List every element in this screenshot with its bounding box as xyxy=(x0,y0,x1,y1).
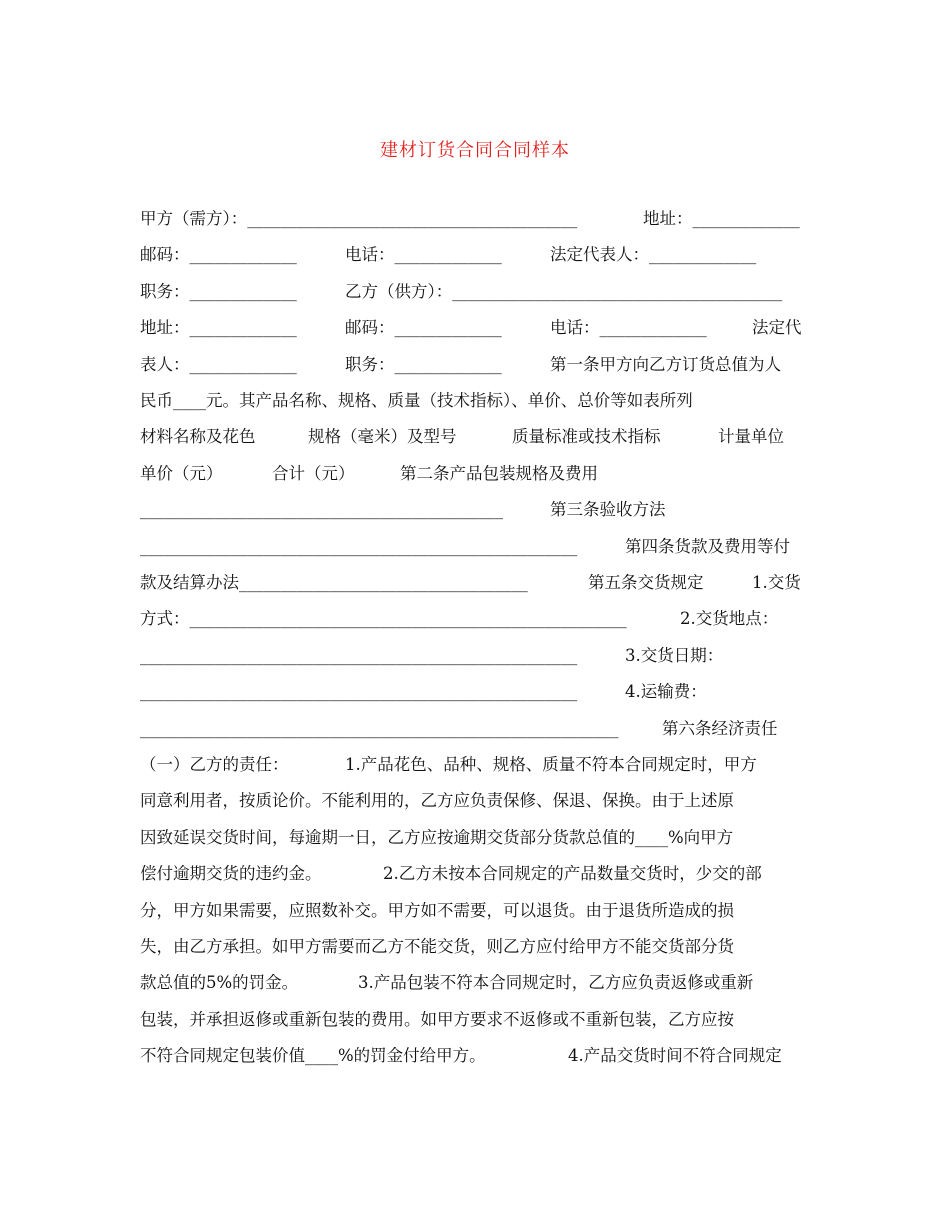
text-line xyxy=(140,1002,812,1038)
text-segment: 4.产品交货时间不符合同规定 xyxy=(568,1046,782,1066)
text-segment: _____________________________________________________ xyxy=(140,536,578,556)
text-segment: 2.乙方未按本合同规定的产品数量交货时，少交的部 xyxy=(383,864,762,884)
text-segment: 第五条交货规定 xyxy=(588,573,704,592)
text-segment: 偿付逾期交货的违约金。 xyxy=(140,864,322,884)
text-line xyxy=(140,820,812,856)
text-line xyxy=(140,965,812,1001)
text-line xyxy=(140,783,812,819)
text-line xyxy=(140,856,812,892)
text-segment: 同意利用者，按质论价。不能利用的，乙方应负责保修、保退、保换。由于上述原 xyxy=(140,791,734,811)
text-segment: 材料名称及花色 xyxy=(140,427,256,447)
text-segment: 包装，并承担返修或重新包装的费用。如甲方要求不返修或不重新包装，乙方应按 xyxy=(140,1009,734,1029)
document-title: 建材订货合同合同样本 xyxy=(380,140,570,161)
text-line xyxy=(140,1038,812,1074)
text-segment: 规格（毫米）及型号 xyxy=(308,427,457,447)
text-segment: _____________________________________________________ xyxy=(140,682,578,702)
text-segment: 第三条验收方法 xyxy=(550,500,666,520)
text-line xyxy=(140,310,812,346)
text-segment: 1.交货 xyxy=(752,573,801,592)
text-segment: 甲方（需方）：________________________________________ xyxy=(140,209,578,228)
text-line xyxy=(140,419,812,455)
text-segment: 因致延误交货时间，每逾期一日，乙方应按逾期交货部分货款总值的____%向甲方 xyxy=(140,827,734,847)
text-segment: 法定代 xyxy=(752,318,802,338)
text-segment: 失，由乙方承担。如甲方需要而乙方不能交货，则乙方应付给甲方不能交货部分货 xyxy=(140,937,734,956)
text-segment: 不符合同规定包装价值____%的罚金付给甲方。 xyxy=(140,1046,486,1066)
text-segment: 民币____元。其产品名称、规格、质量（技术指标）、单价、总价等如表所列 xyxy=(140,391,693,410)
text-segment: 3.产品包装不符本合同规定时，乙方应负责返修或重新 xyxy=(358,973,754,993)
text-segment: 2.交货地点： xyxy=(680,609,779,629)
text-segment: 乙方（供方）：________________________________________ xyxy=(345,281,783,301)
text-line xyxy=(140,674,812,710)
text-segment: 邮码：_____________ xyxy=(140,245,297,265)
text-segment: 第一条甲方向乙方订货总值为人 xyxy=(550,354,781,374)
text-segment: （一）乙方的责任： xyxy=(140,755,289,774)
text-line xyxy=(140,201,812,237)
text-segment: 第二条产品包装规格及费用 xyxy=(400,463,598,483)
text-segment: 邮码：_____________ xyxy=(345,318,502,338)
text-segment: 职务：_____________ xyxy=(140,281,297,301)
text-segment: ____________________________________________ xyxy=(140,500,503,520)
text-line xyxy=(140,565,812,601)
text-segment: 方式：_____________________________________________________ xyxy=(140,609,627,629)
text-segment: _____________________________________________________ xyxy=(140,645,578,665)
text-segment: 3.交货日期： xyxy=(625,645,724,665)
text-line xyxy=(140,601,812,637)
text-segment: 第四条货款及费用等付 xyxy=(625,536,790,556)
text-line xyxy=(140,638,812,674)
text-segment: 质量标准或技术指标 xyxy=(512,427,661,447)
text-line xyxy=(140,893,812,929)
text-line xyxy=(140,237,812,273)
text-segment: 法定代表人：_____________ xyxy=(550,245,757,265)
text-line xyxy=(140,492,812,528)
text-segment: 款总值的5%的罚金。 xyxy=(140,973,299,993)
text-segment: 合计（元） xyxy=(272,463,355,483)
text-segment: 款及结算办法___________________________________ xyxy=(140,573,528,592)
text-line xyxy=(140,711,812,747)
text-line xyxy=(140,383,812,419)
text-segment: 1.产品花色、品种、规格、质量不符本合同规定时，甲方 xyxy=(345,755,757,774)
text-segment: 单价（元） xyxy=(140,463,223,483)
text-segment: 分，甲方如果需要，应照数补交。甲方如不需要，可以退货。由于退货所造成的损 xyxy=(140,900,734,920)
text-segment: 表人：_____________ xyxy=(140,354,297,374)
text-segment: 电话：_____________ xyxy=(345,245,502,265)
text-segment: 电话：_____________ xyxy=(550,318,707,338)
text-line xyxy=(140,747,812,783)
text-line xyxy=(140,929,812,965)
text-segment: 第六条经济责任 xyxy=(662,718,778,738)
text-line xyxy=(140,456,812,492)
text-line xyxy=(140,347,812,383)
text-segment: 地址：_____________ xyxy=(643,209,800,228)
text-segment: 职务：_____________ xyxy=(345,354,502,374)
text-segment: 地址：_____________ xyxy=(140,318,297,338)
text-line xyxy=(140,274,812,310)
text-segment: 计量单位 xyxy=(718,427,784,447)
text-segment: 4.运输费： xyxy=(625,682,707,702)
text-line xyxy=(140,529,812,565)
text-segment: __________________________________________________________ xyxy=(140,718,619,738)
